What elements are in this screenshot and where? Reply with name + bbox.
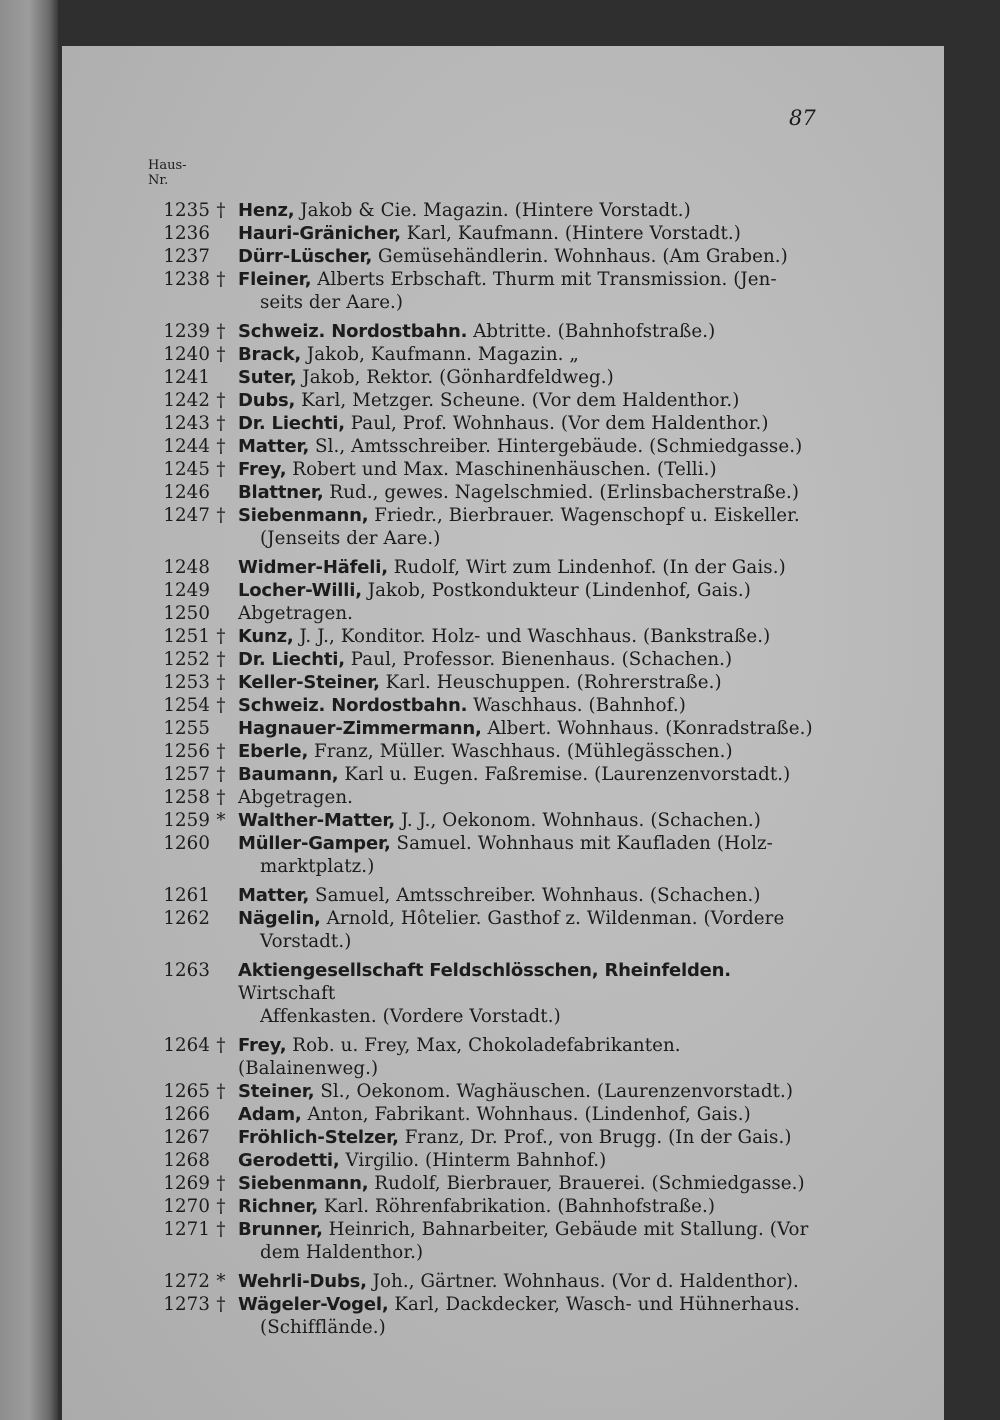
owner-name: Locher-Willi, [238, 580, 362, 601]
owner-name: Baumann, [238, 764, 339, 785]
house-number: 1249 [163, 580, 210, 601]
house-number: 1247 [163, 505, 210, 526]
owner-name: Wägeler-Vogel, [238, 1294, 389, 1315]
entry-description: Waschhaus. (Bahnhof.) [467, 695, 686, 716]
owner-name: Schweiz. Nordostbahn. [238, 321, 468, 342]
entry-description: Abtritte. (Bahnhofstraße.) [467, 321, 716, 342]
house-number: 1264 [163, 1035, 210, 1056]
entry-marker: † [216, 1035, 226, 1056]
owner-name: Brunner, [238, 1219, 323, 1240]
entry-description: Jakob & Cie. Magazin. (Hintere Vorstadt.) [294, 200, 691, 221]
entry-description: Karl u. Eugen. Faßremise. (Laurenzenvorstadt.) [338, 764, 791, 785]
house-number: 1256 [163, 741, 210, 762]
owner-name: Siebenmann, [238, 505, 369, 526]
owner-name: Keller-Steiner, [238, 672, 380, 693]
entry-description: Karl. Heuschuppen. (Rohrerstraße.) [379, 672, 722, 693]
entry-continuation: (Jenseits der Aare.) [260, 528, 441, 549]
entry-marker: † [216, 1081, 226, 1102]
house-number: 1270 [163, 1196, 210, 1217]
register-entry [146, 458, 816, 481]
register-entry [146, 740, 816, 763]
register-entry [146, 320, 816, 343]
owner-name: Fleiner, [238, 269, 312, 290]
entry-description: Alberts Erbschaft. Thurm mit Transmission. (Jen- [311, 269, 777, 290]
owner-name: Frey, [238, 459, 287, 480]
house-number: 1244 [163, 436, 210, 457]
entry-description: Karl. Röhrenfabrikation. (Bahnhofstraße.) [318, 1196, 716, 1217]
house-number: 1263 [163, 960, 210, 981]
owner-name: Aktiengesellschaft Feldschlösschen, Rheinfelden. [238, 960, 731, 981]
entry-description: Rudolf, Wirt zum Lindenhof. (In der Gais.) [387, 557, 786, 578]
register-entry [146, 1149, 816, 1172]
register-entry [146, 907, 816, 953]
house-number: 1257 [163, 764, 210, 785]
register-entry [146, 366, 816, 389]
owner-name: Kunz, [238, 626, 294, 647]
entry-continuation: Affenkasten. (Vordere Vorstadt.) [260, 1006, 561, 1027]
owner-name: Steiner, [238, 1081, 315, 1102]
house-number: 1254 [163, 695, 210, 716]
house-number: 1237 [163, 246, 210, 267]
owner-name: Fröhlich-Stelzer, [238, 1127, 399, 1148]
register-entry [146, 959, 816, 1028]
entry-marker: † [216, 269, 226, 290]
entry-marker: † [216, 505, 226, 526]
owner-name: Brack, [238, 344, 302, 365]
owner-name: Henz, [238, 200, 295, 221]
house-number: 1242 [163, 390, 210, 411]
entry-marker: † [216, 672, 226, 693]
house-number: 1267 [163, 1127, 210, 1148]
register-entry [146, 412, 816, 435]
owner-name: Wehrli-Dubs, [238, 1271, 367, 1292]
register-entry [146, 648, 816, 671]
entry-marker: † [216, 390, 226, 411]
register-entry [146, 1270, 816, 1293]
entry-marker: † [216, 1219, 226, 1240]
owner-name: Suter, [238, 367, 297, 388]
page-number: 87 [789, 106, 816, 130]
house-number: 1255 [163, 718, 210, 739]
entry-description: Samuel, Amtsschreiber. Wohnhaus. (Schachen.) [309, 885, 761, 906]
owner-name: Müller-Gamper, [238, 833, 391, 854]
register-entry [146, 763, 816, 786]
entry-marker: † [216, 200, 226, 221]
entry-marker: † [216, 695, 226, 716]
entry-description: Jakob, Kaufmann. Magazin. „ [301, 344, 579, 365]
register-entry [146, 343, 816, 366]
register-entry [146, 671, 816, 694]
entry-marker: † [216, 344, 226, 365]
owner-name: Nägelin, [238, 908, 321, 929]
house-number: 1271 [163, 1219, 210, 1240]
entry-continuation: dem Haldenthor.) [260, 1242, 424, 1263]
house-number: 1269 [163, 1173, 210, 1194]
entry-description: Sl., Oekonom. Waghäuschen. (Laurenzenvorstadt.) [314, 1081, 794, 1102]
entry-marker: * [216, 810, 226, 831]
entry-description: Rud., gewes. Nagelschmied. (Erlinsbacherstraße.) [323, 482, 800, 503]
register-entry [146, 809, 816, 832]
entry-continuation: seits der Aare.) [260, 292, 404, 313]
entry-marker: * [216, 1271, 226, 1292]
register-entry [146, 884, 816, 907]
entry-description: Abgetragen. [238, 787, 354, 808]
house-number: 1273 [163, 1294, 210, 1315]
entry-description: Rob. u. Frey, Max, Chokoladefabrikanten. (Balainenweg.) [238, 1035, 687, 1079]
entry-description: J. J., Oekonom. Wohnhaus. (Schachen.) [395, 810, 761, 831]
house-number: 1250 [163, 603, 210, 624]
entry-description: Abgetragen. [238, 603, 354, 624]
entry-description: Franz, Müller. Waschhaus. (Mühlegässchen.) [308, 741, 733, 762]
owner-name: Frey, [238, 1035, 287, 1056]
owner-name: Hauri-Gränicher, [238, 223, 401, 244]
house-number: 1235 [163, 200, 210, 221]
house-number: 1246 [163, 482, 210, 503]
owner-name: Richner, [238, 1196, 319, 1217]
register-entry [146, 389, 816, 412]
register-entry [146, 199, 816, 222]
house-number: 1239 [163, 321, 210, 342]
owner-name: Walther-Matter, [238, 810, 396, 831]
register-entry [146, 694, 816, 717]
entry-description: Sl., Amtsschreiber. Hintergebäude. (Schmiedgasse.) [309, 436, 803, 457]
entry-marker: † [216, 626, 226, 647]
owner-name: Adam, [238, 1104, 302, 1125]
entry-description: Anton, Fabrikant. Wohnhaus. (Lindenhof, Gais.) [301, 1104, 751, 1125]
register-entry [146, 245, 816, 268]
entry-marker: † [216, 1173, 226, 1194]
entry-description: Karl, Kaufmann. (Hintere Vorstadt.) [400, 223, 741, 244]
column-header-line-1: Haus- [148, 158, 187, 173]
owner-name: Gerodetti, [238, 1150, 340, 1171]
entry-description: Rudolf, Bierbrauer, Brauerei. (Schmiedgasse.) [368, 1173, 805, 1194]
register-entry [146, 602, 816, 625]
owner-name: Dubs, [238, 390, 296, 411]
register-entry [146, 832, 816, 878]
entry-marker: † [216, 741, 226, 762]
entry-description: Jakob, Rektor. (Gönhardfeldweg.) [296, 367, 614, 388]
previous-page-edge [0, 0, 58, 1420]
register-entry [146, 625, 816, 648]
entry-marker: † [216, 1294, 226, 1315]
house-number: 1253 [163, 672, 210, 693]
entry-description: Friedr., Bierbrauer. Wagenschopf u. Eiskeller. [368, 505, 800, 526]
entry-description: Karl, Dackdecker, Wasch- und Hühnerhaus. [388, 1294, 800, 1315]
entry-description: Paul, Prof. Wohnhaus. (Vor dem Haldenthor.) [344, 413, 769, 434]
house-number: 1238 [163, 269, 210, 290]
register-entry [146, 1195, 816, 1218]
register-entry [146, 1172, 816, 1195]
house-number: 1252 [163, 649, 210, 670]
register-entry [146, 435, 816, 458]
house-number: 1260 [163, 833, 210, 854]
entry-description: Heinrich, Bahnarbeiter, Gebäude mit Stallung. (Vor [322, 1219, 809, 1240]
entry-marker: † [216, 321, 226, 342]
entry-description: Robert und Max. Maschinenhäuschen. (Telli.) [286, 459, 717, 480]
book-page [62, 46, 944, 1420]
house-number: 1265 [163, 1081, 210, 1102]
entry-continuation: marktplatz.) [260, 856, 375, 877]
register-entry [146, 1126, 816, 1149]
house-number: 1268 [163, 1150, 210, 1171]
register-entry [146, 1034, 816, 1080]
column-header-house-number [148, 158, 187, 188]
entry-description: Karl, Metzger. Scheune. (Vor dem Haldenthor.) [295, 390, 740, 411]
entry-description: Franz, Dr. Prof., von Brugg. (In der Gais.) [398, 1127, 792, 1148]
entry-description: Virgilio. (Hinterm Bahnhof.) [339, 1150, 607, 1171]
house-number: 1272 [163, 1271, 210, 1292]
owner-name: Dr. Liechti, [238, 413, 345, 434]
register-entry [146, 481, 816, 504]
entry-continuation: Vorstadt.) [260, 931, 352, 952]
register-entry [146, 717, 816, 740]
register-entry [146, 1293, 816, 1339]
house-number: 1236 [163, 223, 210, 244]
entry-marker: † [216, 436, 226, 457]
house-number: 1241 [163, 367, 210, 388]
house-number: 1266 [163, 1104, 210, 1125]
register-entries-list [146, 199, 816, 1339]
entry-marker: † [216, 649, 226, 670]
owner-name: Matter, [238, 436, 310, 457]
entry-description: Arnold, Hôtelier. Gasthof z. Wildenman. (Vordere [320, 908, 785, 929]
register-entry [146, 1103, 816, 1126]
owner-name: Dr. Liechti, [238, 649, 345, 670]
register-entry [146, 579, 816, 602]
entry-description: Wirtschaft [238, 960, 737, 1004]
owner-name: Hagnauer-Zimmermann, [238, 718, 482, 739]
house-number: 1248 [163, 557, 210, 578]
entry-description: J. J., Konditor. Holz- und Waschhaus. (Bankstraße.) [293, 626, 771, 647]
house-number: 1259 [163, 810, 210, 831]
entry-description: Joh., Gärtner. Wohnhaus. (Vor d. Haldenthor). [366, 1271, 799, 1292]
column-header-line-2: Nr. [148, 173, 169, 188]
register-entry [146, 556, 816, 579]
entry-description: Gemüsehändlerin. Wohnhaus. (Am Graben.) [372, 246, 788, 267]
house-number: 1240 [163, 344, 210, 365]
owner-name: Matter, [238, 885, 310, 906]
house-number: 1262 [163, 908, 210, 929]
owner-name: Schweiz. Nordostbahn. [238, 695, 468, 716]
register-entry [146, 268, 816, 314]
entry-marker: † [216, 413, 226, 434]
register-entry [146, 222, 816, 245]
entry-marker: † [216, 787, 226, 808]
owner-name: Siebenmann, [238, 1173, 369, 1194]
owner-name: Dürr-Lüscher, [238, 246, 373, 267]
entry-description: Albert. Wohnhaus. (Konradstraße.) [481, 718, 813, 739]
owner-name: Eberle, [238, 741, 309, 762]
house-number: 1258 [163, 787, 210, 808]
house-number: 1261 [163, 885, 210, 906]
entry-continuation: (Schifflände.) [260, 1317, 386, 1338]
register-entry [146, 1080, 816, 1103]
entry-description: Samuel. Wohnhaus mit Kaufladen (Holz- [390, 833, 773, 854]
entry-description: Paul, Professor. Bienenhaus. (Schachen.) [344, 649, 733, 670]
house-number: 1251 [163, 626, 210, 647]
entry-description: Jakob, Postkondukteur (Lindenhof, Gais.) [361, 580, 751, 601]
owner-name: Widmer-Häfeli, [238, 557, 388, 578]
owner-name: Blattner, [238, 482, 324, 503]
register-entry [146, 786, 816, 809]
house-number: 1243 [163, 413, 210, 434]
house-number: 1245 [163, 459, 210, 480]
entry-marker: † [216, 764, 226, 785]
register-entry [146, 1218, 816, 1264]
entry-marker: † [216, 1196, 226, 1217]
entry-marker: † [216, 459, 226, 480]
register-entry [146, 504, 816, 550]
